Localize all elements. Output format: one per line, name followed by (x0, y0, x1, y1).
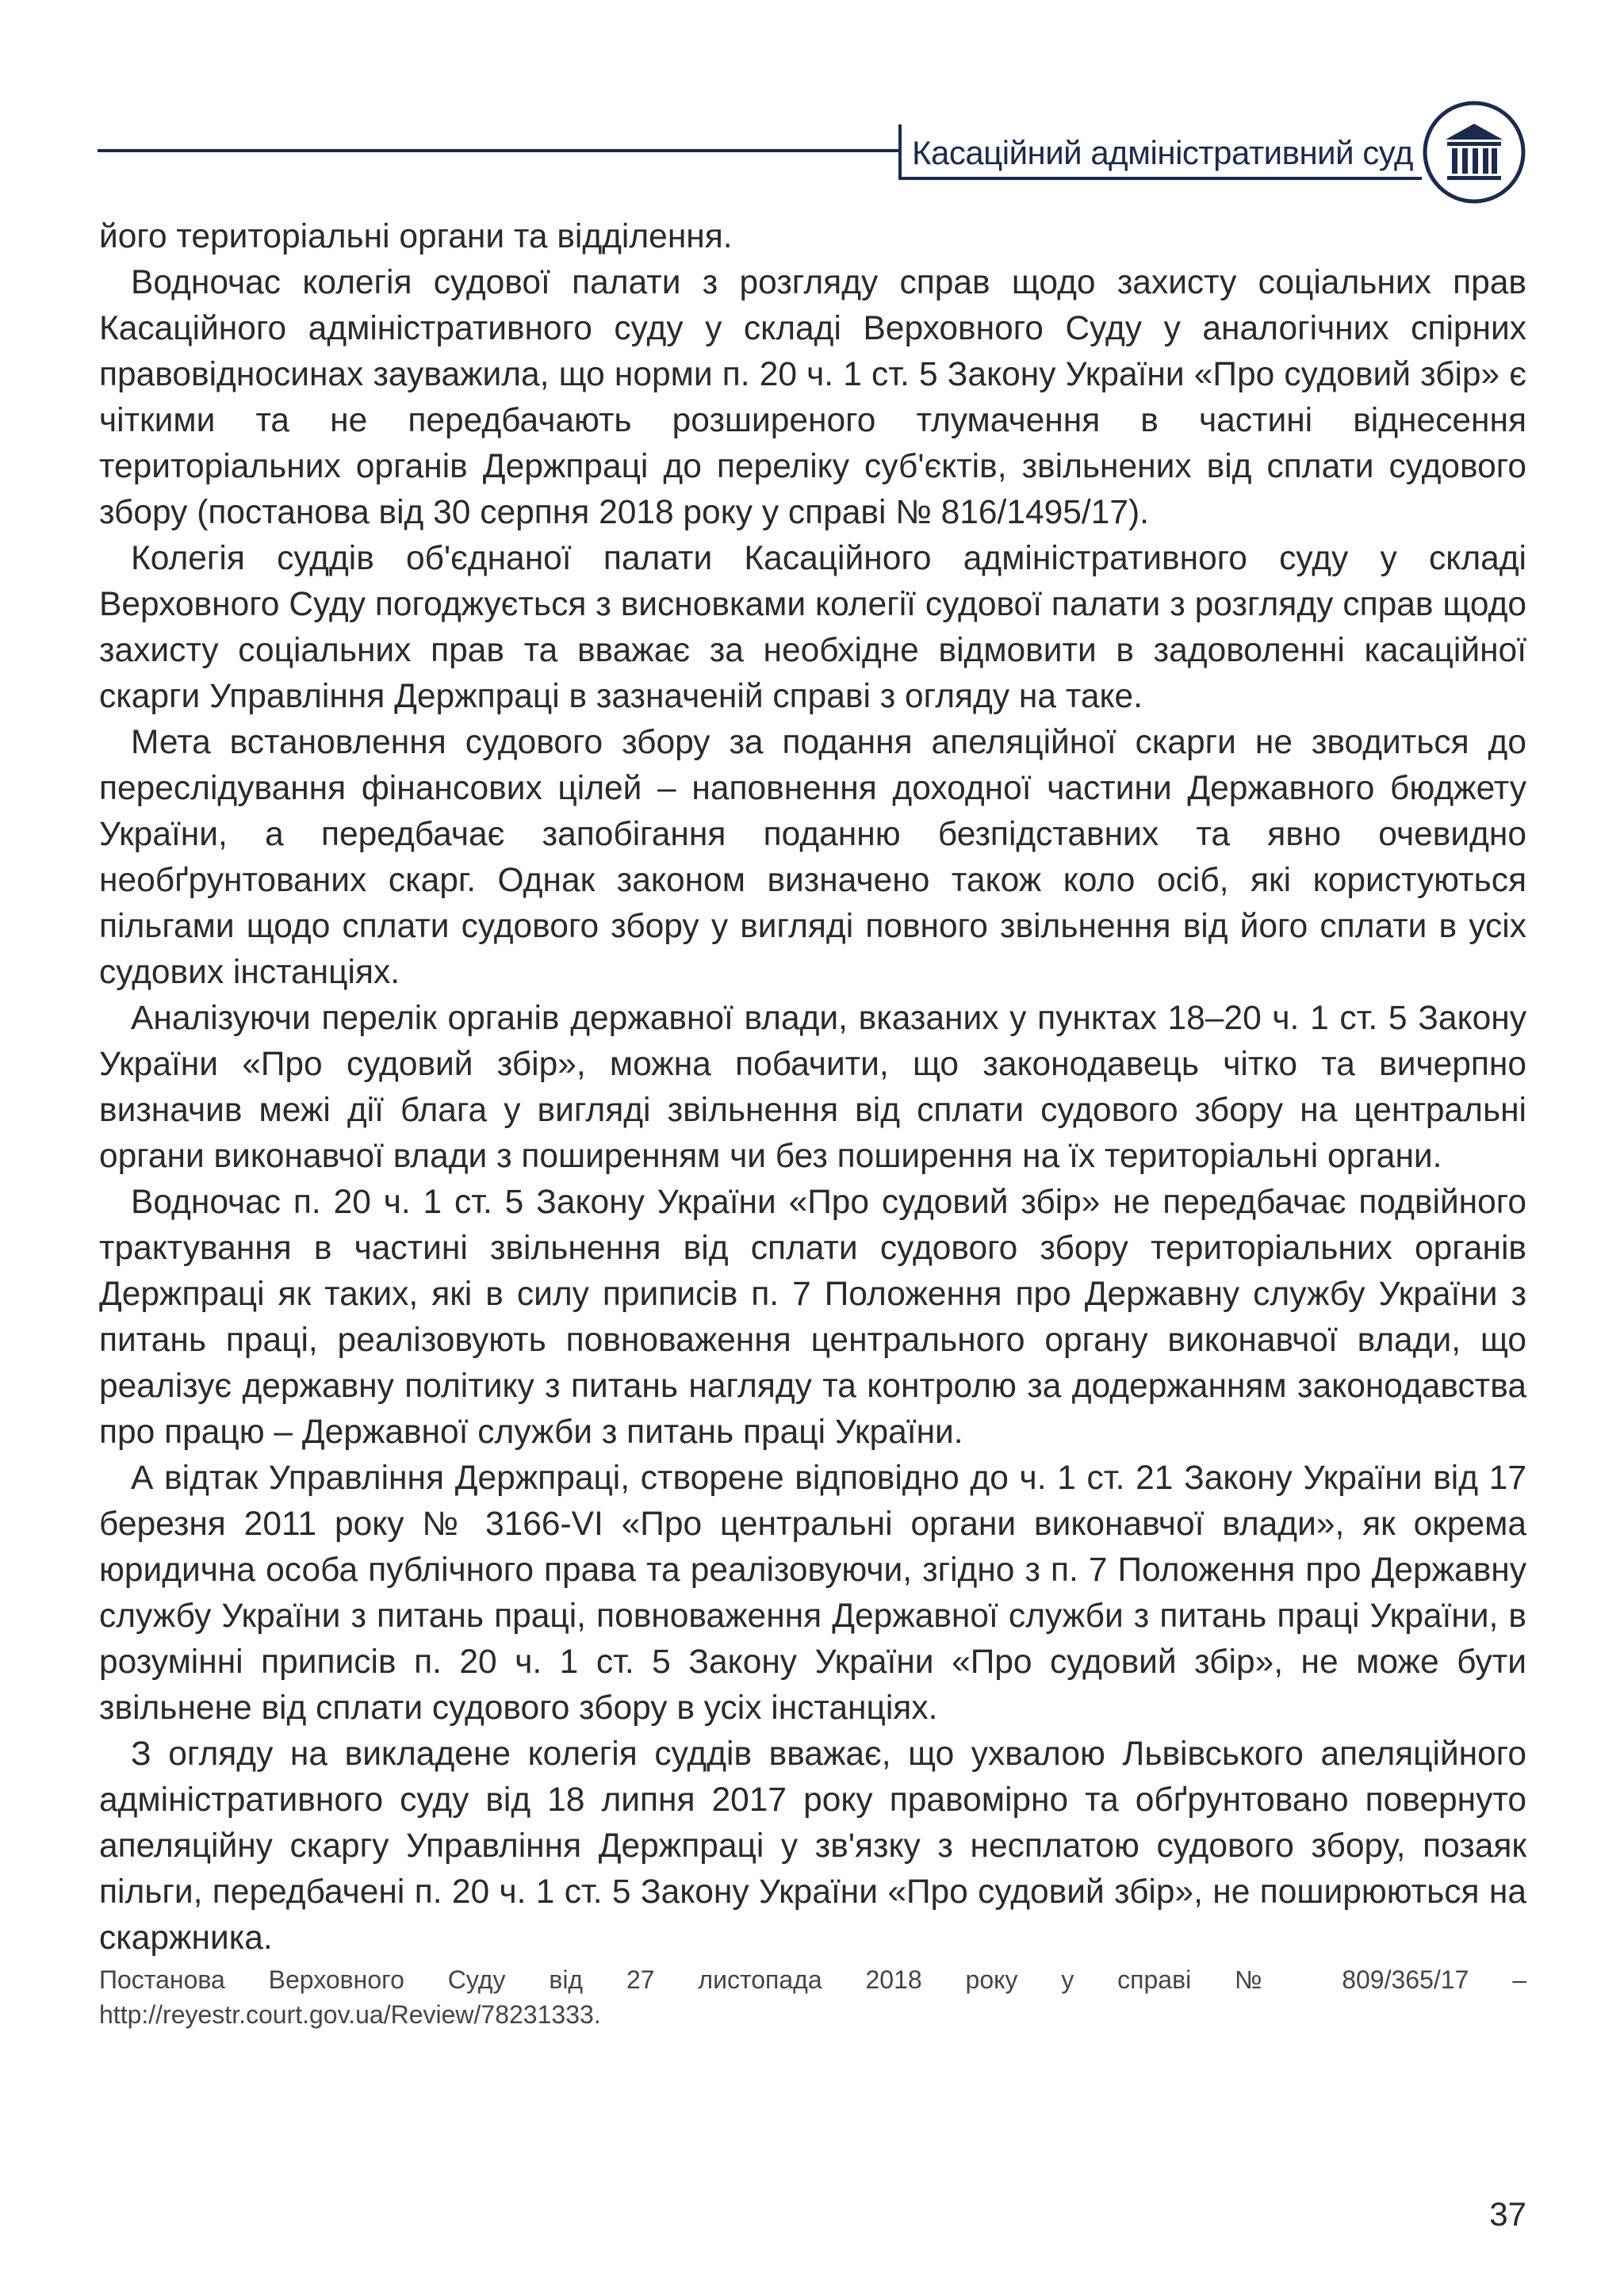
paragraph: Колегія суддів об'єднаної палати Касаційного адміністративного суду у складі Верховного Суду погоджується з висновками колегії судової палати з розгляду справ щодо захисту соціальних прав та вважає за необхідне відмовити в задоволенні касаційної скарги Управління Держпраці в зазначеній справі з огляду на таке. (99, 540, 1526, 715)
paragraph: А відтак Управління Держпраці, створене відповідно до ч. 1 ст. 21 Закону України від 17 березня 2011 року № 3166-VI «Про центральні органи виконавчої влади», як окрема юридична особа публічного права та реалізовуючи, згідно з п. 7 Положення про Державну службу України з питань праці, повноваження Державної служби з питань праці України, в розумінні приписів п. 20 ч. 1 ст. 5 Закону України «Про судовий збір», не може бути звільнене від сплати судового збору в усіх інстанціях. (99, 1460, 1526, 1727)
source-citation: Постанова Верховного Суду від 27 листопада 2018 року у справі № 809/365/17 – http://reyestr.court.gov.ua/Review/78231333. (99, 1965, 1526, 2029)
paragraph: З огляду на викладене колегія суддів вважає, що ухвалою Львівського апеляційного адміністративного суду від 18 липня 2017 року правомірно та обґрунтовано повернуто апеляційну скаргу Управління Держпраці у зв'язку з несплатою судового збору, позаяк пільги, передбачені п. 20 ч. 1 ст. 5 Закону України «Про судовий збір», не поширюються на скаржника. (99, 1735, 1526, 1957)
header-rule (98, 149, 898, 152)
courthouse-columns-icon (1422, 100, 1526, 205)
document-body (99, 214, 1526, 1961)
header-title: Касаційний адміністративний суд (912, 134, 1413, 171)
paragraph: Водночас п. 20 ч. 1 ст. 5 Закону України «Про судовий збір» не передбачає подвійного трактування в частині звільнення від сплати судового збору територіальних органів Держпраці як таких, які в силу приписів п. 7 Положення про Державну службу України з питань праці, реалізовують повноваження центрального органу виконавчої влади, що реалізує державну політику з питань нагляду та контролю за додержанням законодавства про працю – Державної служби з питань праці України. (99, 1184, 1526, 1451)
paragraph: Аналізуючи перелік органів державної влади, вказаних у пунктах 18–20 ч. 1 ст. 5 Закону України «Про судовий збір», можна побачити, що законодавець чітко та вичерпно визначив межі дії блага у вигляді звільнення від сплати судового збору на центральні органи виконавчої влади з поширенням чи без поширення на їх територіальні органи. (99, 1000, 1526, 1175)
paragraph: Водночас колегія судової палати з розгляду справ щодо захисту соціальних прав Касаційного адміністративного суду у складі Верховного Суду у аналогічних спірних правовідносинах зауважила, що норми п. 20 ч. 1 ст. 5 Закону України «Про судовий збір» є чіткими та не передбачають розширеного тлумачення в частині віднесення територіальних органів Держпраці до переліку суб'єктів, звільнених від сплати судового збору (постанова від 30 серпня 2018 року у справі № 816/1495/17). (99, 264, 1526, 531)
paragraph-continuation: його територіальні органи та відділення. (99, 218, 733, 255)
page-number: 37 (1489, 2195, 1526, 2233)
paragraph: Мета встановлення судового збору за подання апеляційної скарги не зводиться до переслідування фінансових цілей – наповнення доходної частини Державного бюджету України, а передбачає запобігання поданню безпідставних та явно очевидно необґрунтованих скарг. Однак законом визначено також коло осіб, які користуються пільгами щодо сплати судового збору у вигляді повного звільнення від його сплати в усіх судових інстанціях. (99, 724, 1526, 991)
